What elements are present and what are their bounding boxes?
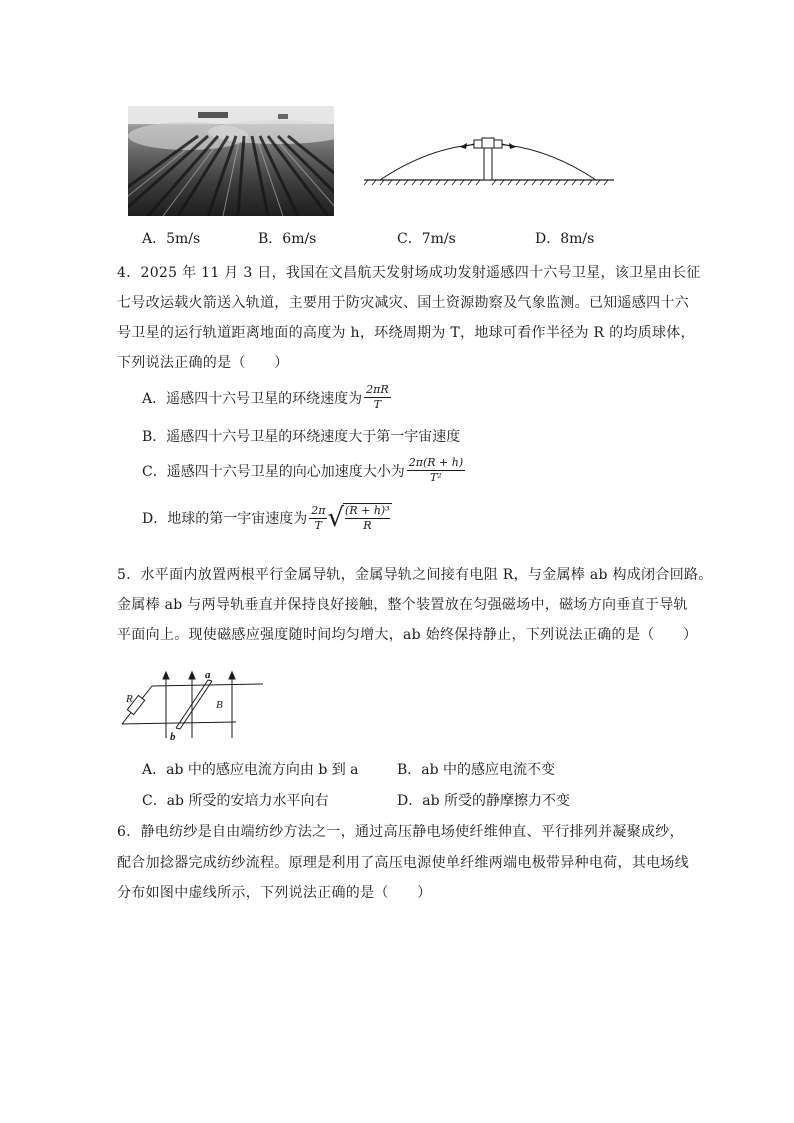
q5-stem-line-2: 金属棒 ab 与两导轨垂直并保持良好接触，整个装置放在匀强磁场中，磁场方向垂直于导轨 — [117, 597, 688, 613]
q4-option-d-text: D．地球的第一宇宙速度为 — [142, 511, 308, 527]
q4-stem-line-1: 4．2025 年 11 月 3 日，我国在文昌航天发射场成功发射遥感四十六号卫星，该卫星由长征 — [117, 265, 701, 281]
formula-denominator: T² — [430, 471, 442, 484]
q4-option-c — [142, 456, 465, 485]
q6-stem-line-3: 分布如图中虚线所示，下列说法正确的是（ ） — [117, 885, 432, 901]
q4-option-a — [142, 383, 391, 412]
q3-option-c: C．7m/s — [397, 231, 456, 247]
formula-numerator: 2π — [311, 503, 326, 517]
label-b: b — [170, 731, 176, 742]
sprinkler-photo — [128, 106, 334, 216]
label-r: R — [126, 693, 133, 705]
q4-option-a-formula — [364, 383, 391, 412]
q5-stem-line-3: 平面向上。现使磁感应强度随时间均匀增大，ab 始终保持静止，下列说法正确的是（ ） — [117, 627, 698, 643]
sqrt-numerator: (R + h)³ — [345, 504, 390, 517]
q4-option-d-sqrt — [327, 503, 391, 533]
q4-option-d — [142, 503, 392, 533]
q4-option-d-fraction — [309, 504, 327, 533]
q5-option-b: B．ab 中的感应电流不变 — [397, 762, 556, 778]
farm-field-image — [128, 106, 334, 216]
formula-numerator: 2π(R + h) — [408, 456, 464, 469]
q4-option-b: B．遥感四十六号卫星的环绕速度大于第一宇宙速度 — [142, 429, 461, 445]
q4-stem-line-4: 下列说法正确的是（ ） — [117, 355, 289, 371]
sprinkler-diagram — [364, 130, 616, 186]
label-field-b: B — [216, 699, 223, 711]
formula-denominator: T — [373, 398, 382, 411]
q5-option-d: D．ab 所受的静摩擦力不变 — [397, 793, 570, 809]
q3-option-b: B．6m/s — [258, 231, 317, 247]
q4-option-a-text: A．遥感四十六号卫星的环绕速度为 — [142, 390, 363, 407]
q5-option-c: C．ab 所受的安培力水平向右 — [142, 793, 329, 809]
q4-stem-line-2: 七号改运载火箭送入轨道，主要用于防灾减灾、国土资源勘察及气象监测。已知遥感四十六 — [117, 295, 689, 311]
q4-option-c-formula — [407, 456, 465, 485]
q5-stem-line-1: 5．水平面内放置两根平行金属导轨，金属导轨之间接有电阻 R，与金属棒 ab 构成闭合回路。 — [117, 567, 713, 583]
rail-circuit-diagram — [118, 666, 268, 742]
q3-option-a: A．5m/s — [142, 231, 201, 247]
formula-denominator: T — [314, 518, 323, 532]
formula-numerator: 2πR — [366, 383, 389, 396]
sqrt-denominator: R — [363, 519, 372, 532]
q6-stem-line-1: 6．静电纺纱是自由端纺纱方法之一，通过高压静电场使纤维伸直、平行排列并凝聚成纱， — [117, 824, 684, 840]
q3-option-d: D．8m/s — [535, 231, 595, 247]
q5-option-a: A．ab 中的感应电流方向由 b 到 a — [142, 762, 359, 778]
sqrt-symbol: √ — [327, 503, 345, 533]
label-a: a — [205, 669, 211, 681]
q4-stem-line-3: 号卫星的运行轨道距离地面的高度为 h，环绕周期为 T，地球可看作半径为 R 的均质球体， — [117, 325, 695, 341]
q6-stem-line-2: 配合加捻器完成纺纱流程。原理是利用了高压电源使单纤维两端电极带异种电荷，其电场线 — [117, 855, 689, 871]
q4-option-c-text: C．遥感四十六号卫星的向心加速度大小为 — [142, 463, 405, 480]
